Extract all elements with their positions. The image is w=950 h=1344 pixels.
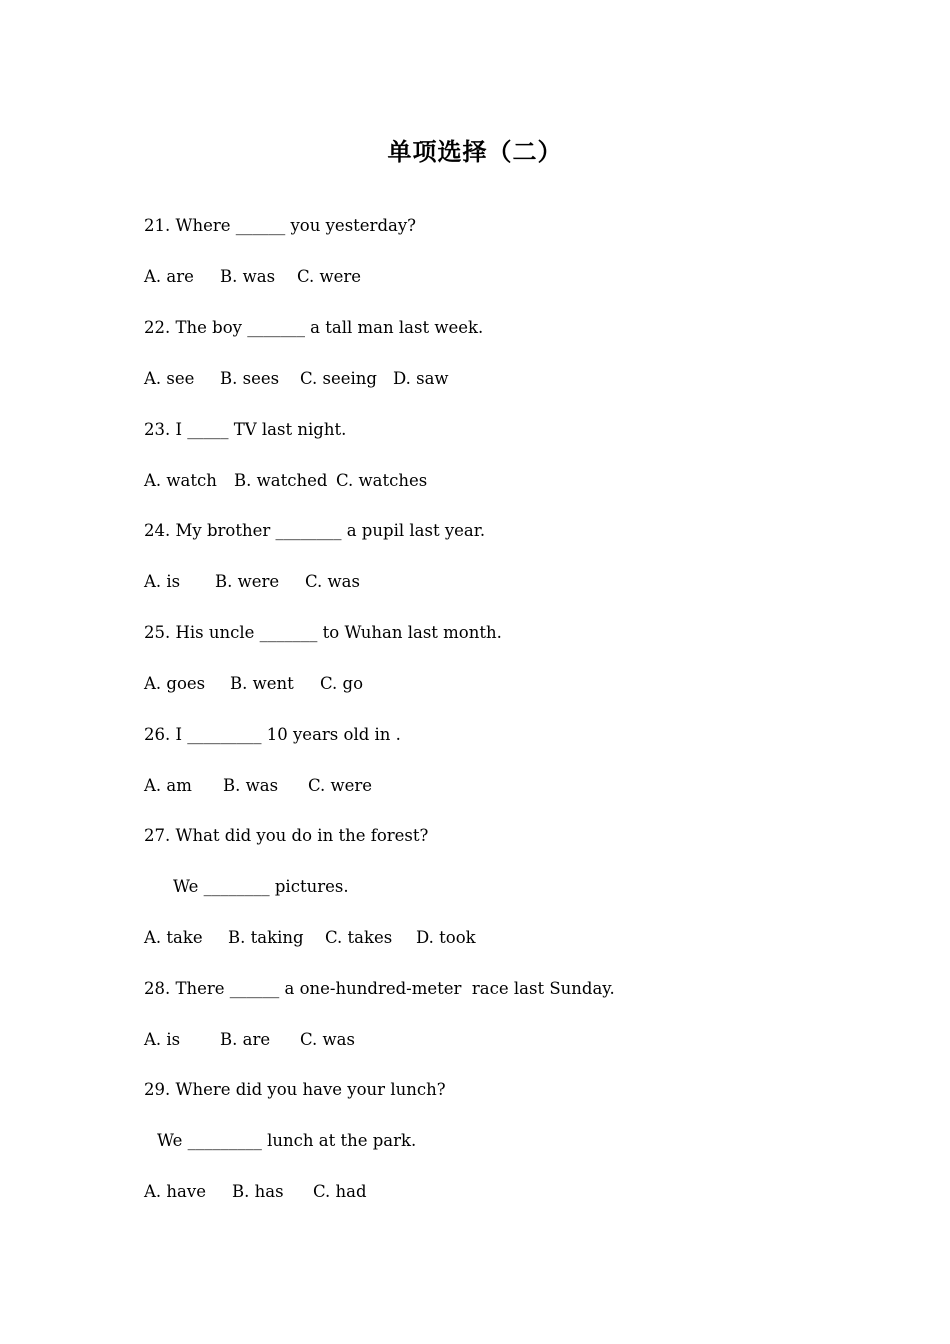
- option-b: B. was: [223, 776, 279, 795]
- option-d: D. took: [416, 928, 476, 947]
- option-c: C. was: [300, 1030, 355, 1049]
- option-a: A. watch: [144, 471, 217, 490]
- answer-29: We _________ lunch at the park.: [157, 1131, 417, 1150]
- option-b: B. sees: [220, 369, 280, 388]
- option-c: C. had: [313, 1182, 367, 1201]
- option-c: C. seeing: [300, 369, 377, 388]
- option-c: C. were: [308, 776, 373, 795]
- option-b: B. was: [220, 267, 276, 286]
- option-a: A. see: [144, 369, 195, 388]
- question-22: 22. The boy _______ a tall man last week.: [144, 318, 484, 337]
- option-b: B. are: [220, 1030, 271, 1049]
- options-29: [144, 1181, 367, 1291]
- option-c: C. was: [305, 572, 360, 591]
- option-a: A. have: [144, 1182, 206, 1201]
- option-c: C. were: [297, 267, 362, 286]
- question-29: 29. Where did you have your lunch?: [144, 1080, 446, 1099]
- question-25: 25. His uncle _______ to Wuhan last month.: [144, 623, 502, 642]
- option-c: C. watches: [336, 471, 428, 490]
- option-b: B. went: [230, 674, 294, 693]
- question-24: 24. My brother ________ a pupil last year.: [144, 521, 486, 540]
- option-a: A. am: [144, 776, 192, 795]
- question-27: 27. What did you do in the forest?: [144, 826, 429, 845]
- question-26: 26. I _________ 10 years old in .: [144, 725, 401, 744]
- option-a: A. is: [144, 572, 181, 591]
- option-a: A. goes: [144, 674, 206, 693]
- option-b: B. has: [232, 1182, 284, 1201]
- option-a: A. are: [144, 267, 194, 286]
- option-b: B. watched: [234, 471, 328, 490]
- option-a: A. take: [144, 928, 203, 947]
- answer-27: We ________ pictures.: [173, 877, 349, 896]
- question-21: 21. Where ______ you yesterday?: [144, 216, 417, 235]
- option-d: D. saw: [393, 369, 449, 388]
- option-c: C. go: [320, 674, 364, 693]
- option-b: B. were: [215, 572, 280, 591]
- option-c: C. takes: [325, 928, 393, 947]
- question-23: 23. I _____ TV last night.: [144, 420, 347, 439]
- page-title: 单项选择（二）: [387, 138, 563, 166]
- option-a: A. is: [144, 1030, 181, 1049]
- question-28: 28. There ______ a one-hundred-meter race last Sunday.: [144, 979, 615, 998]
- option-b: B. taking: [228, 928, 304, 947]
